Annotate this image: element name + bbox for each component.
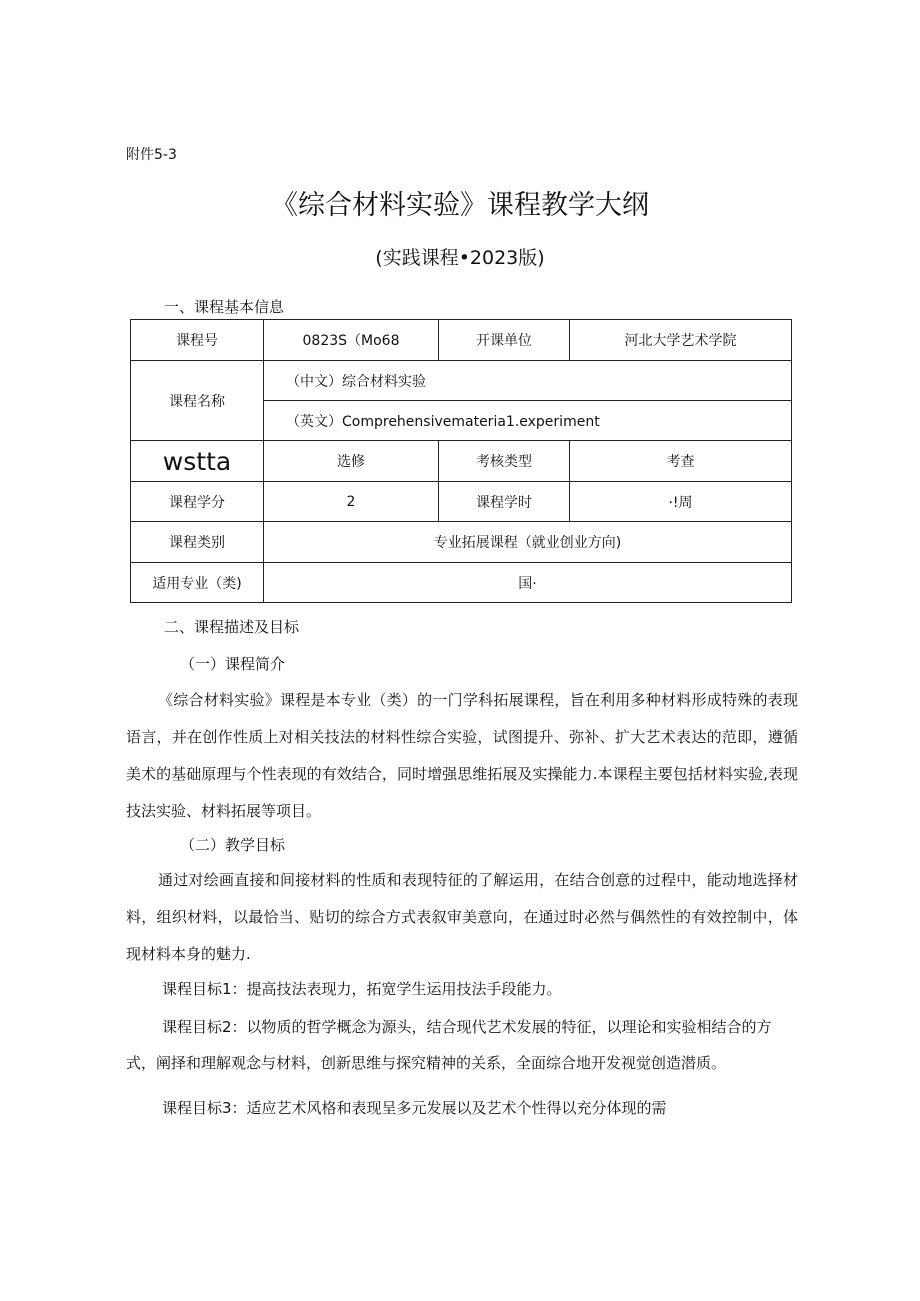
goals-paragraph: 通过对绘画直接和间接材料的性质和表现特征的了解运用，在结合创意的过程中，能动地选择材料，组织材料，以最恰当、贴切的综合方式表叙审美意向，在通过时必然与偶然性的有效控制中，体现材料本身的魅力.: [126, 871, 798, 963]
table-row: [131, 441, 792, 482]
course-nature-label: wstta: [131, 441, 264, 482]
exam-type-label: 考核类型: [439, 441, 570, 482]
exam-type-value: 考查: [570, 441, 792, 482]
attachment-label: 附件5-3: [126, 147, 177, 163]
intro-heading: （一）课程简介: [180, 655, 286, 673]
hours-value: ·!周: [570, 482, 792, 522]
credit-value: 2: [264, 482, 439, 522]
category-label: 课程类别: [131, 522, 264, 563]
course-no-label: 课程号: [131, 320, 264, 361]
table-row: [131, 522, 792, 563]
section-basic-info-heading: 一、课程基本信息: [164, 298, 285, 316]
goal-2: 课程目标2：以物质的哲学概念为源头，结合现代艺术发展的特征，以理论和实验相结合的方式，阐择和理解观念与材料，创新思维与探究精神的关系，全面综合地开发视觉创造潜质。: [126, 1018, 772, 1072]
course-name-label: 课程名称: [131, 361, 264, 441]
intro-paragraph: 《综合材料实验》课程是本专业（类）的一门学科拓展课程，旨在利用多种材料形成特殊的表现语言，并在创作性质上对相关技法的材料性综合实验，试图提升、弥补、扩大艺术表达的范即，遵循美术的基础原理与个性表现的有效结合，同时增强思维拓展及实操能力.本课程主要包括材料实验,表现技法实验、材料拓展等项目。: [126, 691, 798, 820]
course-nature-value: 选修: [264, 441, 439, 482]
credit-label: 课程学分: [131, 482, 264, 522]
course-no-value: 0823S（Mo68: [264, 320, 439, 361]
table-row: [131, 482, 792, 522]
course-name-cn: （中文）综合材料实验: [264, 361, 792, 401]
table-row: [131, 563, 792, 603]
dept-label: 开课单位: [439, 320, 570, 361]
course-name-en: （英文）Comprehensivemateria1.experiment: [264, 401, 792, 441]
category-value: 专业拓展课程（就业创业方向): [264, 522, 792, 563]
major-value: 国·: [264, 563, 792, 603]
table-row: [131, 361, 792, 401]
dept-value: 河北大学艺术学院: [570, 320, 792, 361]
document-title: 《综合材料实验》课程教学大纲: [271, 190, 649, 221]
goals-heading: （二）教学目标: [180, 836, 286, 854]
section-description-heading: 二、课程描述及目标: [164, 618, 300, 636]
goal-1: 课程目标1：提高技法表现力，拓宽学生运用技法手段能力。: [162, 980, 562, 998]
document-subtitle: (实践课程•2023版): [375, 247, 545, 269]
major-label: 适用专业（类): [131, 563, 264, 603]
goal-3: 课程目标3：适应艺术风格和表现呈多元发展以及艺术个性得以充分体现的需: [162, 1099, 667, 1117]
table-row: [131, 320, 792, 361]
hours-label: 课程学时: [439, 482, 570, 522]
course-info-table: [130, 319, 792, 603]
